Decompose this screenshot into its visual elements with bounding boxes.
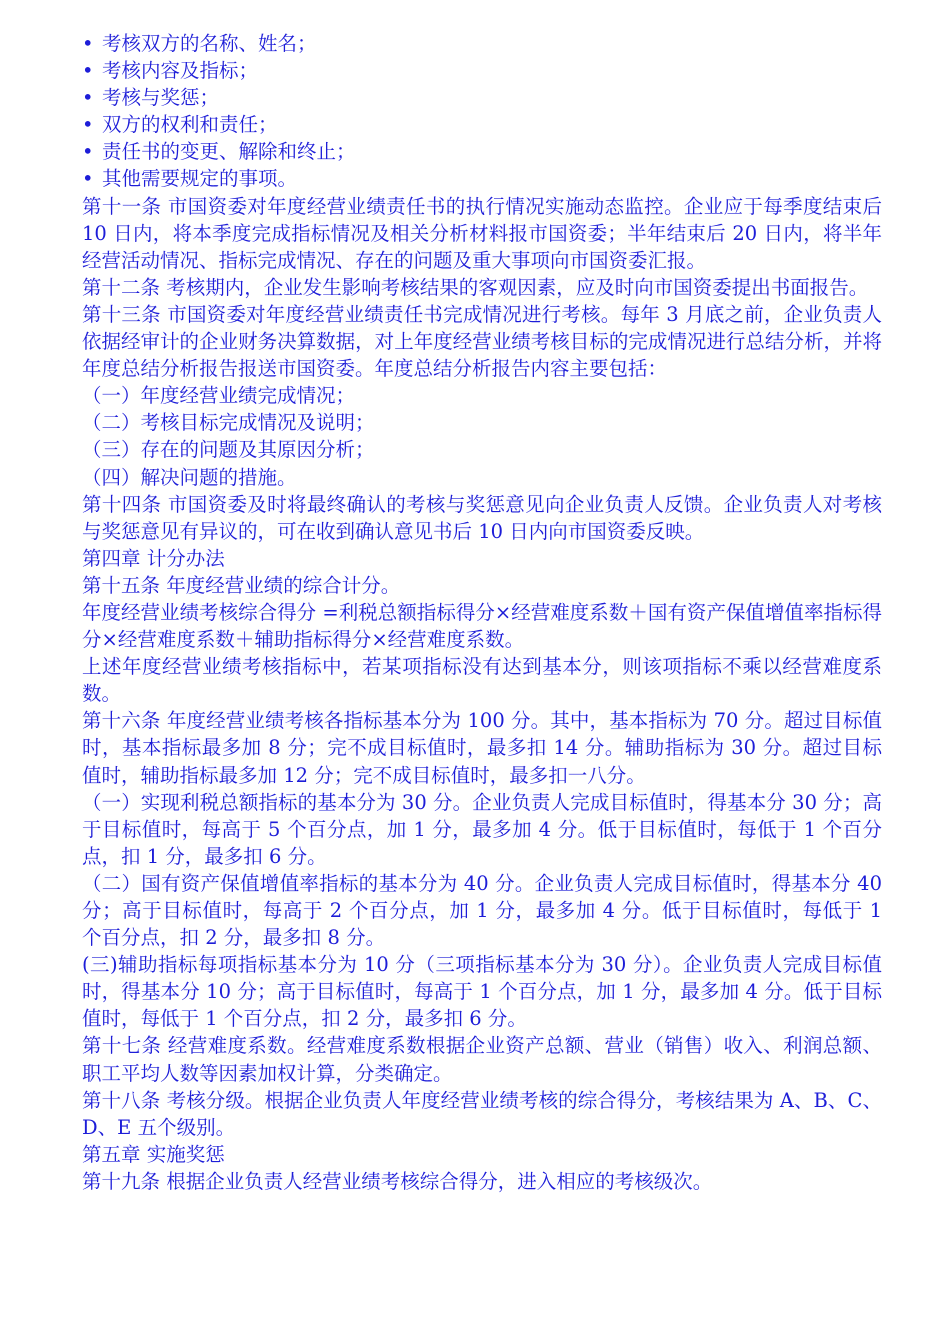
article-16-item-3: (三)辅助指标每项指标基本分为 10 分（三项指标基本分为 30 分）。企业负责人完成目标值时，得基本分 10 分；高于目标值时，每高于 1 个百分点，加 1 分，最多加 4 分。低于目标值时，每低于 1 个百分点，扣 2 分，最多扣 6 分。 xyxy=(82,953,882,1031)
bullet-icon: • xyxy=(82,32,94,55)
article-16: 第十六条 年度经营业绩考核各指标基本分为 100 分。其中，基本指标为 70 分。超过目标值时，基本指标最多加 8 分；完不成目标值时，最多扣 14 分。辅助指标为 30 分。超过目标值时，辅助指标最多加 12 分；完不成目标值时，最多扣一八分。 xyxy=(82,709,882,787)
article-18: 第十八条 考核分级。根据企业负责人年度经营业绩考核的综合得分，考核结果为 A、B、C、D、E 五个级别。 xyxy=(82,1088,882,1139)
list-item-text: 考核与奖惩； xyxy=(102,86,220,110)
article-15-note: 上述年度经营业绩考核指标中，若某项指标没有达到基本分，则该项指标不乘以经营难度系数。 xyxy=(82,655,882,706)
article-16-item-2: （二）国有资产保值增值率指标的基本分为 40 分。企业负责人完成目标值时，得基本分 40 分；高于目标值时，每高于 2 个百分点，加 1 分，最多加 4 分。低于目标值时，每低于 1 个百分点，扣 2 分，最多扣 8 分。 xyxy=(82,871,882,950)
list-item xyxy=(82,30,882,57)
list-item xyxy=(82,57,882,84)
article-19: 第十九条 根据企业负责人经营业绩考核综合得分，进入相应的考核级次。 xyxy=(82,1169,713,1193)
list-item xyxy=(82,165,882,192)
bullet-icon: • xyxy=(82,167,94,191)
article-13-item-2: （二）考核目标完成情况及说明； xyxy=(82,411,375,435)
article-13-item-1: （一）年度经营业绩完成情况； xyxy=(82,384,356,408)
article-17: 第十七条 经营难度系数。经营难度系数根据企业资产总额、营业（销售）收入、利润总额、职工平均人数等因素加权计算，分类确定。 xyxy=(82,1034,882,1085)
article-12: 第十二条 考核期内，企业发生影响考核结果的客观因素，应及时向市国资委提出书面报告。 xyxy=(82,275,869,299)
bullet-icon: • xyxy=(82,140,94,164)
list-item-text: 考核双方的名称、姓名； xyxy=(102,32,317,55)
bullet-list xyxy=(82,30,882,193)
article-13-item-4: （四）解决问题的措施。 xyxy=(82,465,297,489)
article-11: 第十一条 市国资委对年度经营业绩责任书的执行情况实施动态监控。企业应于每季度结束后 10 日内，将本季度完成指标情况及相关分析材料报市国资委；半年结束后 20 日内，将半年经营活动情况、指标完成情况、存在的问题及重大事项向市国资委汇报。 xyxy=(82,194,882,272)
article-16-item-1: （一）实现利税总额指标的基本分为 30 分。企业负责人完成目标值时，得基本分 30 分；高于目标值时，每高于 5 个百分点，加 1 分，最多加 4 分。低于目标值时，每低于 1 个百分点，扣 1 分，最多扣 6 分。 xyxy=(82,790,882,868)
article-13-item-3: （三）存在的问题及其原因分析； xyxy=(82,438,375,462)
article-15: 第十五条 年度经营业绩的综合计分。 xyxy=(82,573,401,597)
list-item-text: 双方的权利和责任； xyxy=(102,113,278,137)
list-item xyxy=(82,84,882,111)
article-15-formula: 年度经营业绩考核综合得分 =利税总额指标得分×经营难度系数＋国有资产保值增值率指标得分×经营难度系数＋辅助指标得分×经营难度系数。 xyxy=(82,600,882,652)
chapter-5-heading: 第五章 实施奖惩 xyxy=(82,1142,225,1166)
list-item-text: 责任书的变更、解除和终止； xyxy=(102,140,356,164)
list-item-text: 考核内容及指标； xyxy=(102,59,259,83)
article-13: 第十三条 市国资委对年度经营业绩责任书完成情况进行考核。每年 3 月底之前，企业负责人依据经审计的企业财务决算数据，对上年度经营业绩考核目标的完成情况进行总结分析，并将年度总结分析报告报送市国资委。年度总结分析报告内容主要包括： xyxy=(82,302,882,381)
bullet-icon: • xyxy=(82,59,94,83)
list-item-text: 其他需要规定的事项。 xyxy=(102,167,298,191)
list-item xyxy=(82,111,882,138)
bullet-icon: • xyxy=(82,86,94,110)
list-item xyxy=(82,138,882,165)
document-page xyxy=(82,30,882,1195)
bullet-icon: • xyxy=(82,113,94,137)
article-14: 第十四条 市国资委及时将最终确认的考核与奖惩意见向企业负责人反馈。企业负责人对考核与奖惩意见有异议的，可在收到确认意见书后 10 日内向市国资委反映。 xyxy=(82,492,882,543)
chapter-4-heading: 第四章 计分办法 xyxy=(82,546,225,570)
